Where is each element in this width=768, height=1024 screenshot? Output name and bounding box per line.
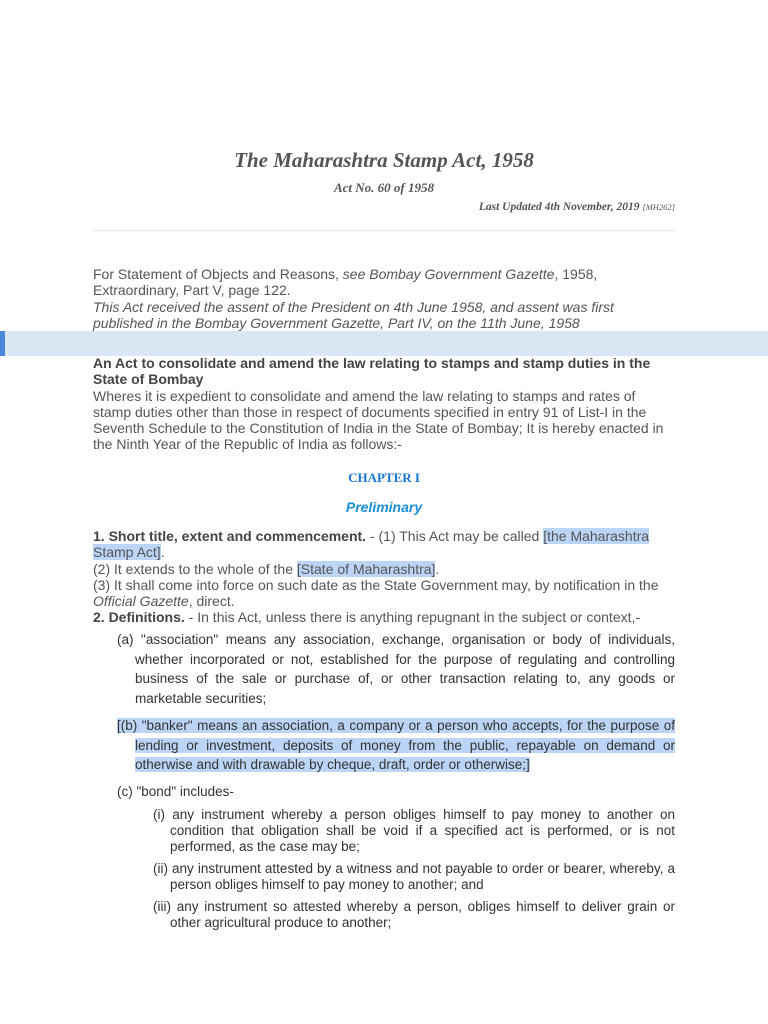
definition-bond: (c) "bond" includes-	[117, 784, 234, 799]
note-text-end: , 1958, Extraordinary, Part V, page 122.	[93, 266, 598, 299]
section-1	[93, 528, 675, 626]
document-header	[93, 148, 675, 213]
amended-short-title: [the Maharashtra Stamp Act]	[93, 528, 650, 561]
chapter-name: Preliminary	[345, 499, 423, 515]
section-1-end: .	[160, 544, 165, 561]
selection-marker[interactable]	[0, 331, 5, 356]
section-1-2-end: .	[435, 560, 440, 577]
definition-association: (a) "association" means any association, exchange, organisation or body of individuals, whether incorporated or not, established for the purpose of regulating and controlling business of the sale or purchase of, or other transaction relating to, any goods or marketable securities;	[117, 632, 675, 707]
selection-band	[0, 331, 768, 356]
assent-note: This Act received the assent of the President on 4th June 1958, and assent was first published in the Bombay Government Gazette, Part IV, on the 11th June, 1958	[93, 298, 614, 331]
header-divider	[93, 230, 675, 231]
section-1-text: - (1) This Act may be called	[366, 528, 544, 544]
section-2-heading: 2. Definitions.	[93, 609, 185, 626]
amended-extent: [State of Maharashtra]	[296, 560, 436, 577]
gazette-ref: see Bombay Government Gazette	[342, 266, 555, 282]
bond-clause-iii: (iii) any instrument so attested whereby a person, obliges himself to deliver grain or other agricultural produce to another;	[153, 899, 675, 930]
section-1-3-end: , direct.	[188, 593, 235, 610]
document-title: The Maharashtra Stamp Act, 1958	[234, 148, 534, 172]
section-1-2-text: (2) It extends to the whole of the	[93, 560, 297, 577]
objects-reasons-note	[93, 266, 675, 331]
note-text: For Statement of Objects and Reasons,	[93, 266, 343, 282]
reference-code: [MH262]	[642, 202, 675, 212]
definition-banker-text: [(b) "banker" means an association, a company or a person who accepts, for the purpose of lending or investment, deposits of money from the public, repayable on demand or otherwise and with drawable by cheque, draft, order or otherwise;]	[117, 718, 675, 773]
bond-clause-ii: (ii) any instrument attested by a witness and not payable to order or bearer, whereby, a person obliges himself to pay money to another; and	[153, 861, 675, 892]
act-number: Act No. 60 of 1958	[333, 180, 435, 195]
definition-banker	[117, 716, 675, 775]
bond-clause-i: (i) any instrument whereby a person obliges himself to pay money to another on condition that obligation shall be void if a specified act is performed, or is not performed, as the case may be;	[153, 807, 675, 854]
section-1-3-text: (3) It shall come into force on such date as the State Government may, by notification in the	[93, 576, 659, 593]
last-updated-text: Last Updated 4th November, 2019	[478, 201, 640, 213]
section-1-heading: 1. Short title, extent and commencement.	[93, 528, 367, 544]
section-2-intro: - In this Act, unless there is anything repugnant in the subject or context,-	[184, 609, 641, 626]
official-gazette: Official Gazette	[93, 593, 189, 610]
last-updated	[93, 201, 675, 213]
preamble-heading: An Act to consolidate and amend the law relating to stamps and stamp duties in the State of Bombay	[93, 355, 651, 388]
preamble	[93, 355, 675, 453]
chapter-number: CHAPTER I	[348, 470, 420, 485]
preamble-body: Wheres it is expedient to consolidate and amend the law relating to stamps and rates of stamp duties other than those in respect of documents specified in entry 91 of List-I in the Seventh Schedule to the Constitution of India in the State of Bombay; It is hereby enacted in the Ninth Year of the Republic of India as follows:-	[93, 387, 664, 453]
